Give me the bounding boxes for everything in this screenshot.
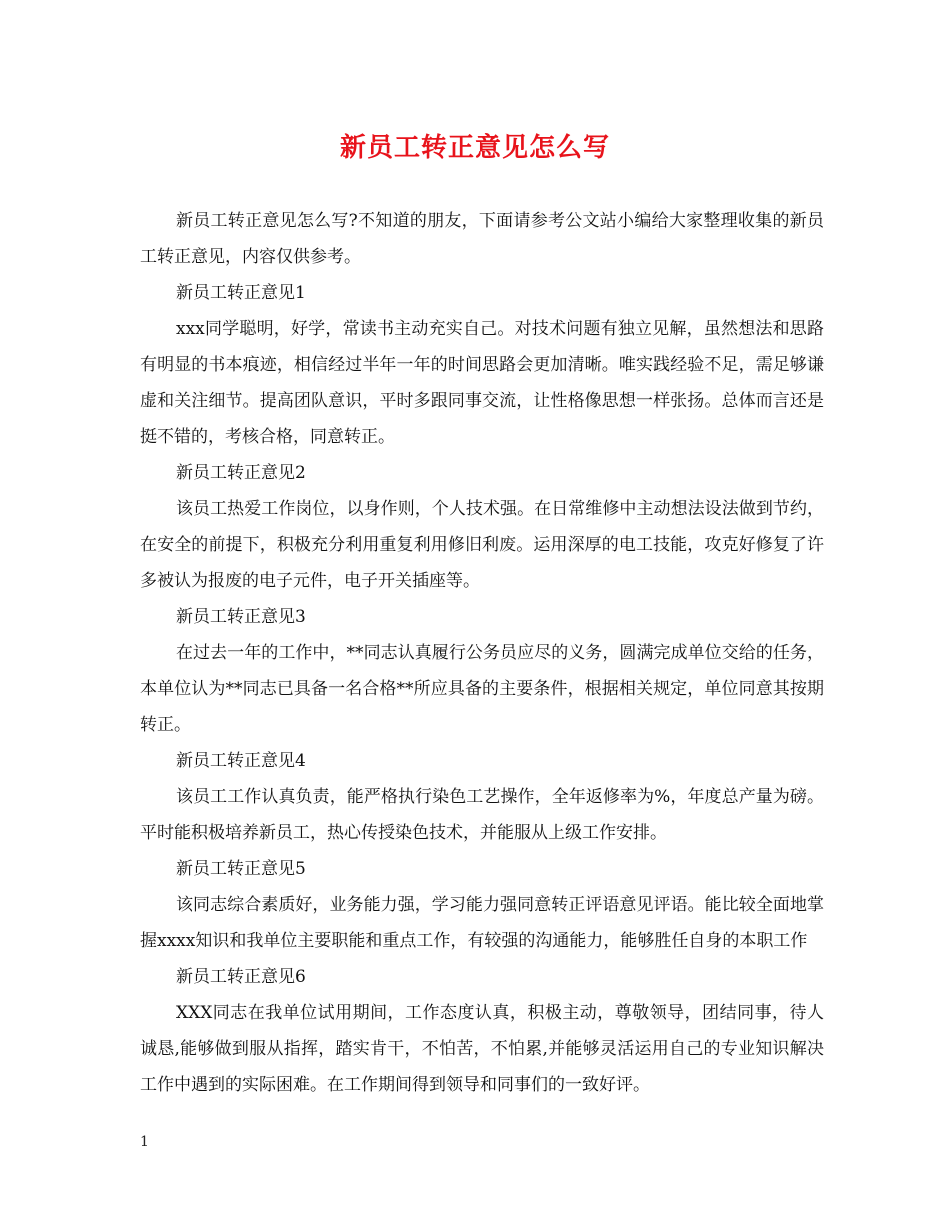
section-paragraph-6: XXX同志在我单位试用期间，工作态度认真，积极主动，尊敬领导，团结同事，待人诚恳,能够做到服从指挥，踏实肯干，不怕苦，不怕累,并能够灵活运用自己的专业知识解决工作中遇到的实际困难。在工作期间得到领导和同事们的一致好评。 (140, 1003, 824, 1095)
section-heading-3: 新员工转正意见3 (176, 607, 306, 627)
section-heading-5: 新员工转正意见5 (176, 859, 306, 879)
section-paragraph-1: xxx同学聪明，好学，常读书主动充实自己。对技术问题有独立见解，虽然想法和思路有明显的书本痕迹，相信经过半年一年的时间思路会更加清晰。唯实践经验不足，需足够谦虚和关注细节。提高团队意识，平时多跟同事交流，让性格像思想一样张扬。总体而言还是挺不错的，考核合格，同意转正。 (140, 319, 824, 447)
intro-paragraph: 新员工转正意见怎么写?不知道的朋友，下面请参考公文站小编给大家整理收集的新员工转正意见，内容仅供参考。 (140, 211, 824, 267)
section-heading-4: 新员工转正意见4 (176, 751, 306, 771)
section-paragraph-5: 该同志综合素质好，业务能力强，学习能力强同意转正评语意见评语。能比较全面地掌握xxxx知识和我单位主要职能和重点工作，有较强的沟通能力，能够胜任自身的本职工作 (140, 895, 824, 951)
section-paragraph-2: 该员工热爱工作岗位，以身作则，个人技术强。在日常维修中主动想法设法做到节约，在安全的前提下，积极充分利用重复利用修旧利废。运用深厚的电工技能，攻克好修复了许多被认为报废的电子元件，电子开关插座等。 (140, 499, 824, 591)
section-heading-2: 新员工转正意见2 (176, 463, 306, 483)
document-body (140, 203, 824, 1103)
section-paragraph-3: 在过去一年的工作中，**同志认真履行公务员应尽的义务，圆满完成单位交给的任务，本单位认为**同志已具备一名合格**所应具备的主要条件，根据相关规定，单位同意其按期转正。 (140, 643, 824, 735)
document-title: 新员工转正意见怎么写 (339, 133, 610, 163)
section-heading-1: 新员工转正意见1 (176, 283, 306, 303)
section-heading-6: 新员工转正意见6 (176, 967, 306, 987)
page-number: 1 (140, 1134, 149, 1150)
section-paragraph-4: 该员工工作认真负责，能严格执行染色工艺操作，全年返修率为%，年度总产量为磅。平时能积极培养新员工，热心传授染色技术，并能服从上级工作安排。 (140, 787, 824, 843)
